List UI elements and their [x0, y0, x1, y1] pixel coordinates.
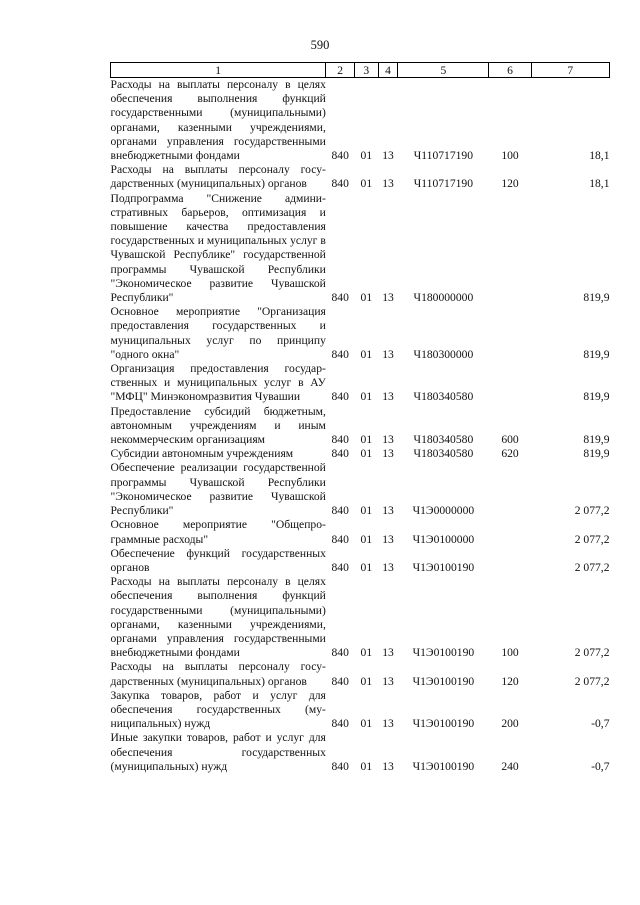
row-description: Организация предоставления государственных и муниципальных услуг в АУ "МФЦ" Минэкономразвития Чувашии	[110, 362, 326, 404]
table-row	[111, 575, 610, 660]
cell-target-item: Ч180300000	[413, 347, 474, 361]
cell-section: 01	[360, 347, 373, 361]
cell-ministry-code: 840	[331, 717, 349, 731]
cell-target-item: Ч1Э0100190	[412, 717, 475, 731]
cell-subsection: 13	[382, 177, 394, 191]
cell-subsection: 13	[382, 347, 394, 361]
cell-subsection: 13	[382, 291, 394, 305]
cell-ministry-code: 840	[331, 759, 349, 773]
page-number: 590	[310, 38, 330, 52]
column-header: 4	[378, 63, 398, 78]
cell-subsection: 13	[382, 433, 394, 447]
cell-section: 01	[360, 177, 373, 191]
cell-subsection: 13	[382, 674, 394, 688]
cell-expense-type: 120	[501, 674, 519, 688]
cell-expense-type: 100	[501, 149, 519, 163]
cell-amount: 819,9	[583, 347, 610, 361]
column-header: 7	[531, 63, 609, 78]
cell-subsection: 13	[382, 149, 394, 163]
cell-section: 01	[360, 447, 373, 461]
column-header: 6	[489, 63, 531, 78]
cell-target-item: Ч180340580	[413, 447, 474, 461]
cell-section: 01	[360, 560, 373, 574]
cell-target-item: Ч1Э0100000	[412, 532, 475, 546]
cell-subsection: 13	[382, 717, 394, 731]
cell-amount: 819,9	[583, 291, 610, 305]
table-row	[111, 447, 610, 461]
row-description: Расходы на выплаты персоналу государственных (муниципальных) органов	[110, 163, 326, 191]
cell-amount: 2 077,2	[574, 674, 610, 688]
cell-subsection: 13	[382, 532, 394, 546]
cell-expense-type: 620	[501, 447, 519, 461]
row-description: Расходы на выплаты персоналу в целях обеспечения выполнения функций государственными (муниципальными) органами, казенными учреждениями, органами управления государственными внебюджетными фондами	[110, 78, 326, 163]
cell-target-item: Ч1Э0100190	[412, 646, 475, 660]
cell-section: 01	[360, 149, 373, 163]
cell-expense-type	[489, 192, 531, 306]
cell-ministry-code: 840	[331, 291, 349, 305]
cell-expense-type: 200	[501, 717, 519, 731]
cell-ministry-code: 840	[331, 149, 349, 163]
row-description: Основное мероприятие "Организация предоставления государственных и муниципальных услуг по принципу "одного окна"	[110, 305, 326, 361]
table-row	[111, 163, 610, 191]
cell-section: 01	[360, 390, 373, 404]
cell-section: 01	[360, 532, 373, 546]
table-row	[111, 660, 610, 688]
cell-subsection: 13	[382, 447, 394, 461]
cell-section: 01	[360, 674, 373, 688]
cell-ministry-code: 840	[331, 390, 349, 404]
row-description: Основное мероприятие "Общепрограммные расходы"	[110, 518, 326, 546]
column-header: 5	[398, 63, 489, 78]
cell-ministry-code: 840	[331, 433, 349, 447]
cell-amount: 2 077,2	[574, 532, 610, 546]
header-row	[111, 63, 610, 78]
cell-subsection: 13	[382, 759, 394, 773]
row-description: Закупка товаров, работ и услуг для обеспечения государственных (муниципальных) нужд	[110, 688, 326, 731]
row-description: Субсидии автономным учреждениям	[110, 447, 294, 461]
table-row	[111, 731, 610, 774]
cell-target-item: Ч1Э0100190	[412, 674, 475, 688]
cell-target-item: Ч110717190	[413, 177, 474, 191]
row-description: Предоставление субсидий бюджетным, автономным учреждениям и иным некоммерческим организациям	[110, 404, 326, 447]
cell-section: 01	[360, 717, 373, 731]
cell-amount: 18,1	[589, 149, 610, 163]
cell-expense-type	[489, 362, 531, 405]
cell-ministry-code: 840	[331, 347, 349, 361]
row-description: Расходы на выплаты персоналу государственных (муниципальных) органов	[110, 660, 326, 688]
cell-section: 01	[360, 646, 373, 660]
cell-amount: 2 077,2	[574, 560, 610, 574]
row-description: Обеспечение реализации государственной программы Чувашской Республики "Экономическое развитие Чувашской Республики"	[110, 461, 326, 518]
cell-ministry-code: 840	[331, 674, 349, 688]
cell-subsection: 13	[382, 504, 394, 518]
cell-ministry-code: 840	[331, 177, 349, 191]
table-row	[111, 689, 610, 732]
cell-amount: 18,1	[589, 177, 610, 191]
cell-expense-type	[489, 547, 531, 575]
cell-expense-type	[489, 518, 531, 546]
cell-amount: -0,7	[591, 717, 610, 731]
cell-ministry-code: 840	[331, 646, 349, 660]
cell-target-item: Ч1Э0100190	[412, 560, 475, 574]
cell-target-item: Ч110717190	[413, 149, 474, 163]
cell-section: 01	[360, 504, 373, 518]
cell-subsection: 13	[382, 560, 394, 574]
cell-expense-type: 100	[501, 646, 519, 660]
cell-ministry-code: 840	[331, 560, 349, 574]
column-header: 1	[111, 63, 326, 78]
cell-amount: 2 077,2	[574, 646, 610, 660]
cell-target-item: Ч1Э0000000	[412, 504, 475, 518]
table-row	[111, 362, 610, 405]
cell-expense-type: 120	[501, 177, 519, 191]
cell-expense-type	[489, 305, 531, 362]
cell-target-item: Ч180340580	[413, 433, 474, 447]
cell-ministry-code: 840	[331, 532, 349, 546]
row-description: Расходы на выплаты персоналу в целях обеспечения выполнения функций государственными (муниципальными) органами, казенными учреждениями, органами управления государственными внебюджетными фондами	[110, 575, 326, 660]
cell-section: 01	[360, 433, 373, 447]
table-row	[111, 518, 610, 546]
table-row	[111, 547, 610, 575]
table-row	[111, 192, 610, 306]
cell-section: 01	[360, 759, 373, 773]
cell-target-item: Ч1Э0100190	[412, 759, 475, 773]
table-row	[111, 405, 610, 448]
budget-table	[110, 62, 610, 774]
column-header: 2	[326, 63, 355, 78]
cell-expense-type: 600	[501, 433, 519, 447]
cell-expense-type: 240	[501, 759, 519, 773]
cell-expense-type	[489, 461, 531, 518]
table-row	[111, 305, 610, 362]
cell-amount: 2 077,2	[574, 504, 610, 518]
cell-subsection: 13	[382, 646, 394, 660]
cell-subsection: 13	[382, 390, 394, 404]
cell-ministry-code: 840	[331, 447, 349, 461]
row-description: Подпрограмма "Снижение административных барьеров, оптимизация и повышение качества предоставления государственных и муниципальных услуг в Чувашской Республике" государственной программы Чувашской Республики "Экономическое развитие Чувашской Республики"	[110, 191, 326, 305]
row-description: Обеспечение функций государственных органов	[110, 546, 326, 574]
cell-amount: -0,7	[591, 759, 610, 773]
table-row	[111, 461, 610, 518]
cell-ministry-code: 840	[331, 504, 349, 518]
table-row	[111, 78, 610, 164]
cell-amount: 819,9	[583, 433, 610, 447]
cell-section: 01	[360, 291, 373, 305]
cell-amount: 819,9	[583, 390, 610, 404]
row-description: Иные закупки товаров, работ и услуг для обеспечения государственных (муниципальных) нужд	[110, 731, 326, 773]
column-header: 3	[355, 63, 379, 78]
cell-amount: 819,9	[583, 447, 610, 461]
cell-target-item: Ч180000000	[413, 291, 474, 305]
cell-target-item: Ч180340580	[413, 390, 474, 404]
